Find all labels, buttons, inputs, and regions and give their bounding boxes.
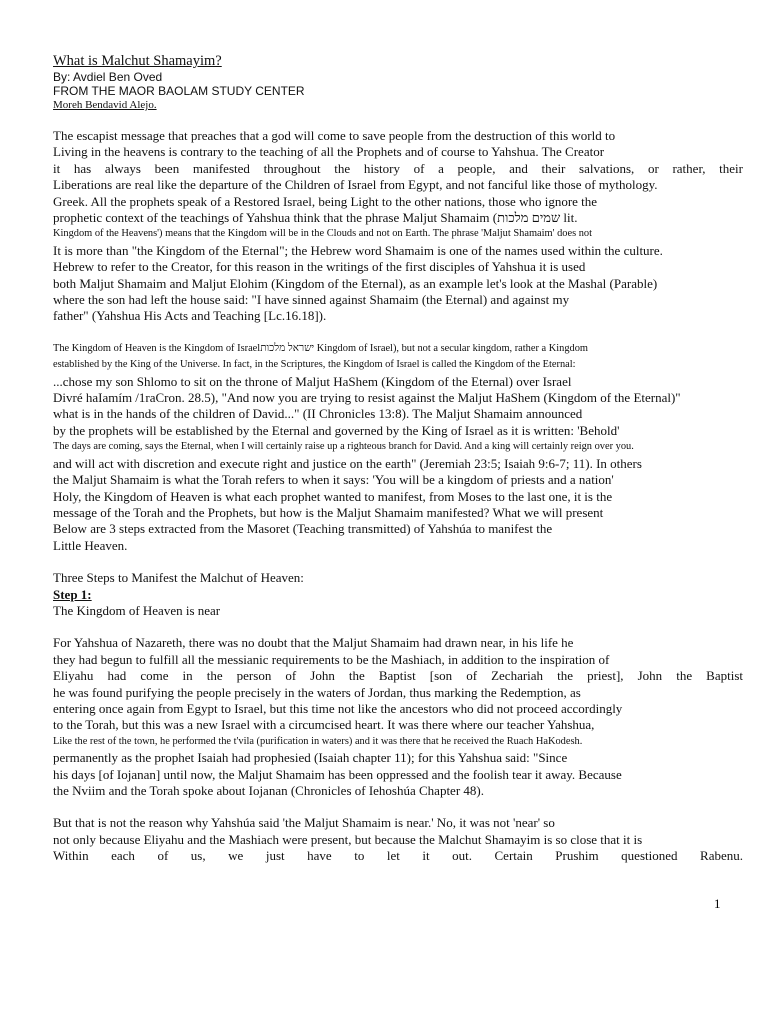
text-line: Within each of us, we just have to let it out. Certain Prushim questioned Rabenu. xyxy=(53,848,743,864)
text-line: his days [of Iojanan] until now, the Maljut Shamaim has been oppressed and the foolish tear it away. Because xyxy=(53,766,622,782)
text-line: Living in the heavens is contrary to the teaching of all the Prophets and of course to Yahshua. The Creator xyxy=(53,144,605,160)
text-line: and will act with discretion and execute right and justice on the earth" (Jeremiah 23:5; Isaiah 9:6-7; 11). In others xyxy=(53,455,642,471)
text-line: father" (Yahshua His Acts and Teaching [Lc.16.18]). xyxy=(53,308,327,324)
text-line: But that is not the reason why Yahshúa said 'the Maljut Shamaim is near.' No, it was not 'near' so xyxy=(53,815,555,831)
text-line: Holy, the Kingdom of Heaven is what each prophet wanted to manifest, from Moses to the last one, it is the xyxy=(53,488,613,504)
text-line: Divré haIamím /1raCron. 28.5), "And now you are trying to resist against the Maljut HaShem (Kingdom of the Eternal)" xyxy=(53,390,681,406)
text-line: he was found purifying the people precisely in the waters of Jordan, thus marking the Redemption, as xyxy=(53,684,581,700)
section-heading: Three Steps to Manifest the Malchut of Heaven: xyxy=(53,570,304,586)
text-line: message of the Torah and the Prophets, but how is the Maljut Shamaim manifested? What we will present xyxy=(53,504,604,520)
text-line: the Nviim and the Torah spoke about Iojanan (Chronicles of Iehoshúa Chapter 48). xyxy=(53,783,484,798)
text-line: Below are 3 steps extracted from the Masoret (Teaching transmitted) of Yahshúa to manifest the xyxy=(53,521,553,537)
moreh-line: Moreh Bendavid Alejo. xyxy=(53,99,157,111)
organization-line: FROM THE MAOR BAOLAM STUDY CENTER xyxy=(53,84,305,98)
text-line: what is in the hands of the children of David..." (II Chronicles 13:8). The Maljut Shamaim announced xyxy=(53,406,583,422)
text-line: It is more than "the Kingdom of the Eternal"; the Hebrew word Shamaim is one of the names used within the culture. xyxy=(53,242,663,258)
text-line: For Yahshua of Nazareth, there was no doubt that the Maljut Shamaim had drawn near, in his life he xyxy=(53,635,574,651)
text-line: The days are coming, says the Eternal, when I will certainly raise up a righteous branch for David. And a king will certainly reign over you. xyxy=(53,441,634,453)
document-page xyxy=(53,53,743,865)
text-line: by the prophets will be established by the Eternal and governed by the King of Israel as it is written: 'Behold' xyxy=(53,422,620,438)
document-title: What is Malchut Shamayim? xyxy=(53,53,222,69)
text-line: ...chose my son Shlomo to sit on the throne of Maljut HaShem (Kingdom of the Eternal) over Israel xyxy=(53,373,572,389)
step-title: The Kingdom of Heaven is near xyxy=(53,602,221,618)
text-line: Liberations are real like the departure of the Children of Israel from Egypt, and not fanciful like those of mythology. xyxy=(53,177,658,193)
page-number: 1 xyxy=(714,896,721,911)
text-line: Hebrew to refer to the Creator, for this reason in the writings of the first disciples of Yahshua it is used xyxy=(53,259,586,275)
text-line: Little Heaven. xyxy=(53,537,128,553)
paragraph-2 xyxy=(53,341,743,554)
text-line: Like the rest of the town, he performed the t'vila (purification in waters) and it was there that he received the Ruach HaKodesh. xyxy=(53,735,583,747)
paragraph-4 xyxy=(53,815,743,864)
text-line: established by the King of the Universe. In fact, in the Scriptures, the Kingdom of Israel is called the Kingdom of the Eternal: xyxy=(53,359,576,371)
text-line: the Maljut Shamaim is what the Torah refers to when it says: 'You will be a kingdom of priests and a nation' xyxy=(53,472,614,488)
paragraph-1 xyxy=(53,128,743,325)
text-line: not only because Eliyahu and the Mashiach were present, but because the Malchut Shamayim is so close that it is xyxy=(53,831,643,847)
paragraph-3 xyxy=(53,635,743,799)
text-line: to the Torah, but this was a new Israel with a circumcised heart. It was there where our teacher Yahshua, xyxy=(53,717,595,733)
text-line: it has always been manifested throughout the history of a people, and their salvations, or rather, their xyxy=(53,160,743,176)
author-line: By: Avdiel Ben Oved xyxy=(53,70,163,84)
text-line: Eliyahu had come in the person of John the Baptist [son of Zechariah the priest], John the Baptist xyxy=(53,668,743,684)
text-line: prophetic context of the teachings of Yahshua think that the phrase Maljut Shamaim (שמים מלכות lit. xyxy=(53,210,578,226)
text-line: The Kingdom of Heaven is the Kingdom of Israelישראל מלכות Kingdom of Israel), but not a secular kingdom, rather a Kingdom xyxy=(53,342,589,354)
text-line: they had begun to fulfill all the messianic requirements to be the Mashiach, in addition to the inspiration of xyxy=(53,651,610,667)
text-line: permanently as the prophet Isaiah had prophesied (Isaiah chapter 11); for this Yahshua said: "Since xyxy=(53,750,568,766)
text-line: The escapist message that preaches that a god will come to save people from the destruction of this world to xyxy=(53,128,616,143)
step-label: Step 1: xyxy=(53,586,92,602)
text-line: Greek. All the prophets speak of a Restored Israel, being Light to the other nations, those who ignore the xyxy=(53,193,598,209)
text-line: both Maljut Shamaim and Maljut Elohim (Kingdom of the Eternal), as an example let's look at the Mashal (Parable) xyxy=(53,275,658,291)
text-line: entering once again from Egypt to Israel, but this time not like the ancestors who did not proceed accordingly xyxy=(53,700,623,716)
text-line: where the son had left the house said: "I have sinned against Shamaim (the Eternal) and against my xyxy=(53,292,570,308)
text-line: Kingdom of the Heavens') means that the Kingdom will be in the Clouds and not on Earth. The phrase 'Maljut Shamaim' does not xyxy=(53,228,593,240)
